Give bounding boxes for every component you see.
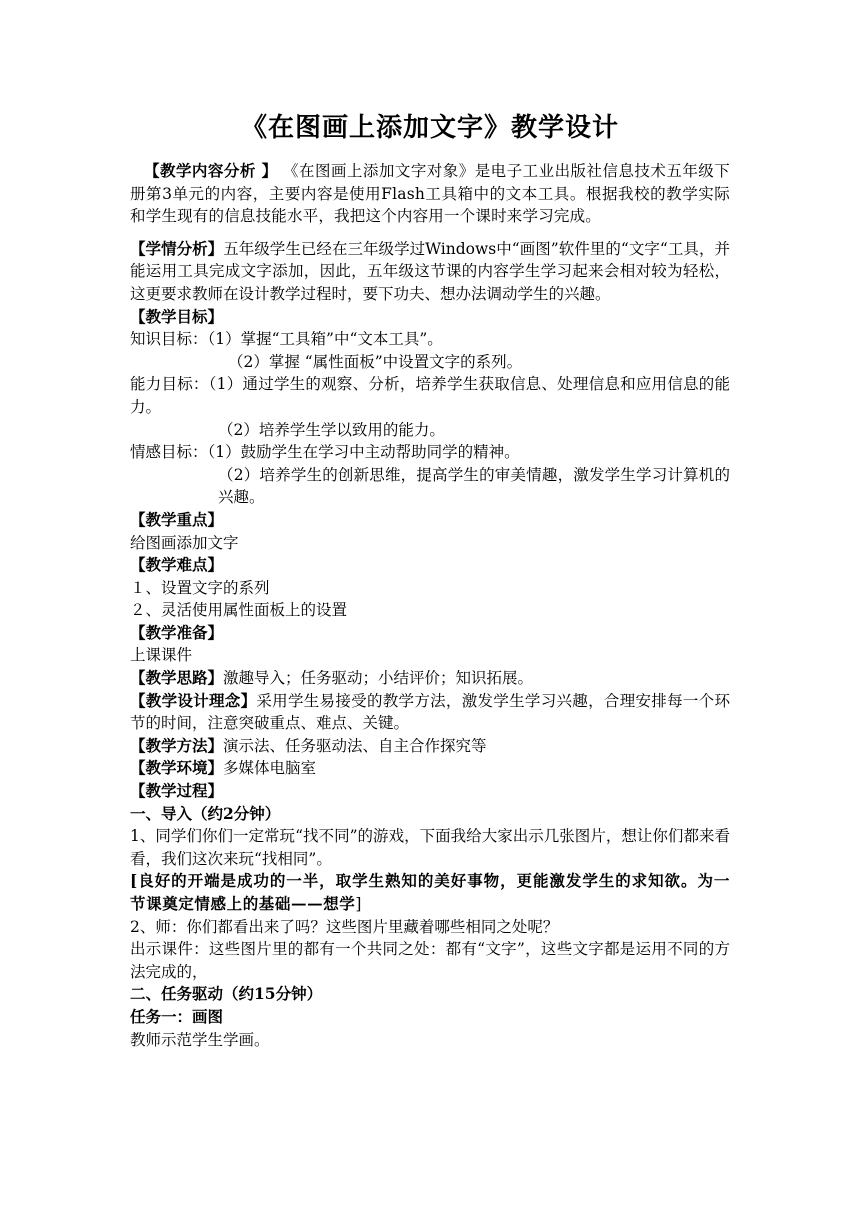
approach-paragraph xyxy=(130,667,730,690)
concept-text: 采用学生易接受的教学方法，激发学生学习兴趣，合理安排每一个环节的时间，注意突破重点、难点、关键。 xyxy=(130,691,730,733)
goals-heading: 【教学目标】 xyxy=(130,306,224,326)
approach-text: 激趣导入；任务驱动；小结评价；知识拓展。 xyxy=(223,669,534,688)
process-comment-text: [良好的开端是成功的一半，取学生熟知的美好事物，更能激发学生的求知欲。为一节课奠定情感上的基础——想学 xyxy=(130,871,730,913)
process-step-3: 出示课件：这些图片里的都有一个共同之处：都有“文字”，这些文字都是运用不同的方法完成的， xyxy=(130,940,730,981)
environment-paragraph xyxy=(130,757,730,780)
process-step-1: 1、同学们你们一定常玩“找不同”的游戏，下面我给大家出示几张图片，想让你们都来看看，我们这次来玩“找相同”。 xyxy=(130,827,730,868)
difficulties-heading: 【教学难点】 xyxy=(130,555,224,575)
emotion-goal-1: 情感目标：（1）鼓励学生在学习中主动帮助同学的精神。 xyxy=(130,443,520,462)
content-analysis-paragraph xyxy=(130,160,730,228)
environment-text: 多媒体电脑室 xyxy=(223,759,317,778)
process-comment-end: ] xyxy=(355,895,363,913)
approach-heading: 【教学思路】 xyxy=(130,668,224,688)
knowledge-goal-2: （2）掌握 “属性面板”中设置文字的系列。 xyxy=(228,352,523,371)
content-analysis-text: 《在图画上添加文字对象》是电子工业出版社信息技术五年级下册第3单元的内容，主要内容是使用Flash工具箱中的文本工具。根据我校的教学实际和学生现有的信息技能水平，我把这个内容用一个课时来学习完成。 xyxy=(130,162,730,226)
knowledge-goal-1: 知识目标：（1）掌握“工具箱”中“文本工具”。 xyxy=(130,330,443,349)
concept-heading: 【教学设计理念】 xyxy=(130,690,257,710)
key-points-text: 给图画添加文字 xyxy=(130,533,239,552)
student-analysis-paragraph xyxy=(130,238,730,306)
task-1-text: 教师示范学生学画。 xyxy=(130,1030,270,1049)
environment-heading: 【教学环境】 xyxy=(130,758,224,778)
concept-paragraph xyxy=(130,690,730,735)
ability-goal-1: 能力目标：（1）通过学生的观察、分析，培养学生获取信息、处理信息和应用信息的能力。 xyxy=(130,375,730,416)
student-analysis-heading: 【学情分析】 xyxy=(130,238,224,258)
key-points-heading: 【教学重点】 xyxy=(130,509,224,529)
document-title: 《在图画上添加文字》教学设计 xyxy=(240,113,619,143)
preparation-text: 上课课件 xyxy=(130,646,193,665)
methods-text: 演示法、任务驱动法、自主合作探究等 xyxy=(223,736,487,755)
process-comment xyxy=(130,870,730,915)
process-section-1: 一、导入（约2分钟） xyxy=(130,803,281,823)
emotion-goal-2: （2）培养学生的创新思维，提高学生的审美情趣，激发学生学习计算机的兴趣。 xyxy=(218,465,730,507)
process-step-2: 2、师：你们都看出来了吗？这些图片里藏着哪些相同之处呢？ xyxy=(130,917,559,936)
content-analysis-heading: 【教学内容分析 】 xyxy=(144,161,278,180)
methods-paragraph xyxy=(130,735,730,758)
ability-goal-2: （2）培养学生学以致用的能力。 xyxy=(218,420,445,439)
student-analysis-text: 五年级学生已经在三年级学过Windows中“画图”软件里的“文字“工具，并能运用工具完成文字添加，因此，五年级这节课的内容学生学习起来会相对较为轻松，这更要求教师在设计教学过程时，要下功夫、想办法调动学生的兴趣。 xyxy=(130,239,730,303)
preparation-heading: 【教学准备】 xyxy=(130,622,224,642)
difficulty-item-2: ２、灵活使用属性面板上的设置 xyxy=(130,601,348,620)
process-heading: 【教学过程】 xyxy=(130,781,224,801)
methods-heading: 【教学方法】 xyxy=(130,735,224,755)
task-1-heading: 任务一：画图 xyxy=(130,1006,224,1026)
process-section-2: 二、任务驱动（约15分钟） xyxy=(130,984,323,1004)
document-body xyxy=(130,160,730,1051)
difficulty-item-1: １、设置文字的系列 xyxy=(130,578,270,597)
